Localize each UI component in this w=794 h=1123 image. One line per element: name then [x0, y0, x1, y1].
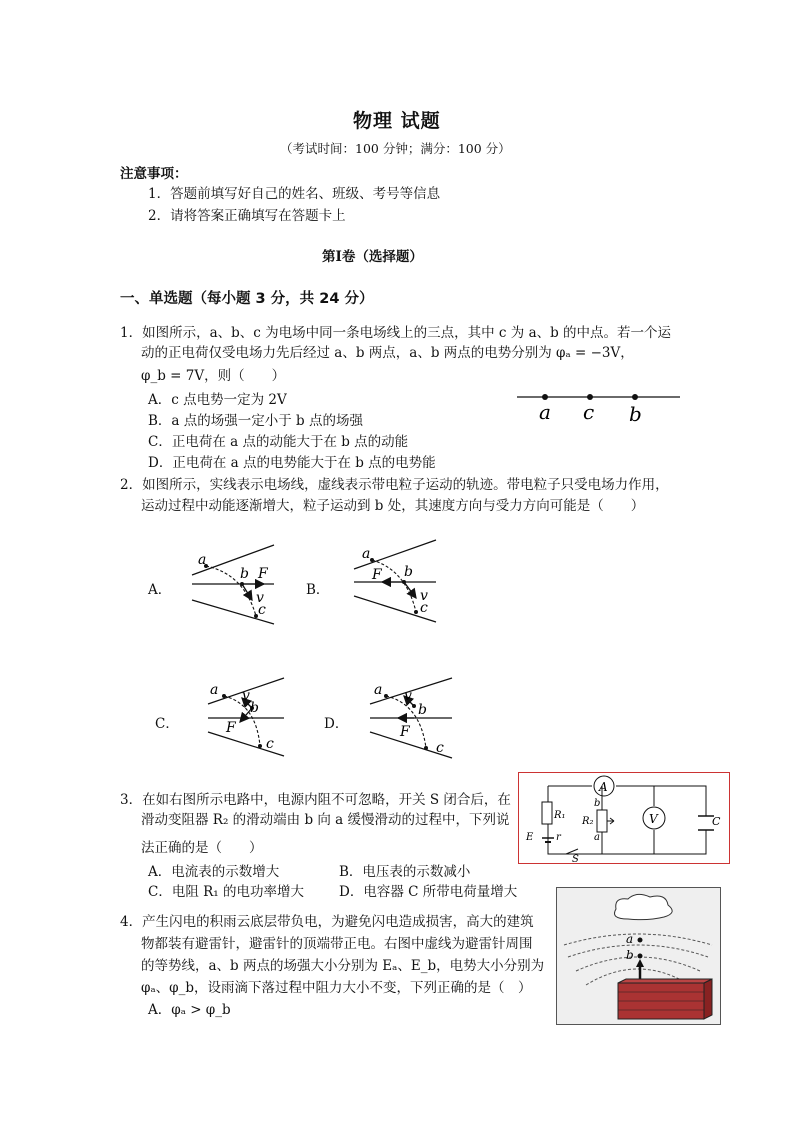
label-F: F — [258, 566, 268, 582]
label-b: b — [418, 702, 427, 718]
r1-label: R₁ — [554, 810, 566, 821]
notes-item: 2．请将答案正确填写在答题卡上 — [148, 208, 346, 224]
notes-heading: 注意事项： — [120, 166, 188, 182]
part-title: 第Ⅰ卷（选择题） — [322, 249, 423, 265]
r-label: r — [556, 832, 561, 843]
figure-c — [200, 674, 290, 764]
question-1-line: φ_b = 7V，则（ ） — [141, 368, 286, 384]
figure-b — [348, 536, 443, 628]
question-1-line: 1．如图所示，a、b、c 为电场中同一条电场线上的三点，其中 c 为 a、b 的中点。若一个运 — [120, 325, 672, 341]
question-1-option: C．正电荷在 a 点的动能大于在 b 点的动能 — [148, 434, 409, 450]
point-b-label: b — [626, 948, 634, 962]
label-v: v — [420, 588, 428, 604]
label-b: b — [404, 564, 413, 580]
figure-d — [364, 674, 459, 766]
option-b-label: B． — [306, 582, 330, 598]
exam-info: （考试时间：100 分钟；满分：100 分） — [280, 141, 511, 156]
voltmeter-label: V — [649, 812, 658, 826]
label-a: a — [210, 682, 219, 698]
question-4-line: 物都装有避雷针，避雷针的顶端带正电。右图中虚线为避雷针周围 — [141, 936, 533, 952]
question-1-option: B．a 点的场强一定小于 b 点的场强 — [148, 413, 363, 429]
r2-label: R₂ — [582, 816, 594, 827]
label-c: c — [258, 602, 266, 618]
point-a-label: a — [539, 400, 551, 424]
question-1-option: D．正电荷在 a 点的电势能大于在 b 点的电势能 — [148, 455, 436, 471]
question-1-option: A．c 点电势一定为 2V — [148, 392, 287, 408]
label-c: c — [266, 736, 274, 752]
question-3-line: 法正确的是（ ） — [141, 840, 263, 856]
label-a: a — [362, 546, 371, 562]
question-3-option: C．电阻 R₁ 的电功率增大 — [148, 884, 304, 900]
page-title: 物理 试题 — [353, 110, 441, 132]
question-3-line: 3．在如右图所示电路中，电源内阻不可忽略，开关 S 闭合后，在 — [120, 792, 511, 808]
a-label: a — [594, 832, 600, 843]
capacitor-label: C — [712, 815, 721, 828]
option-d-label: D． — [324, 716, 349, 732]
section-heading: 一、单选题（每小题 3 分，共 24 分） — [120, 291, 374, 307]
question-4-line: 4．产生闪电的积雨云底层带负电，为避免闪电造成损害，高大的建筑 — [120, 914, 534, 930]
question-4-line: φₐ、φ_b，设雨滴下落过程中阻力大小不变，下列正确的是（ ） — [141, 980, 532, 996]
question-4-option: A．φₐ > φ_b — [148, 1002, 231, 1018]
point-b-label: b — [629, 402, 642, 426]
question-3-option: A．电流表的示数增大 — [148, 864, 280, 880]
question-3-option: D．电容器 C 所带电荷量增大 — [339, 884, 518, 900]
label-a: a — [198, 552, 207, 568]
question-1-line: 动的正电荷仅受电场力先后经过 a、b 两点，a、b 两点的电势分别为 φₐ = −3V， — [141, 345, 634, 361]
switch-label: S — [572, 854, 579, 864]
label-F: F — [400, 724, 410, 740]
label-b: b — [250, 700, 259, 716]
label-F: F — [226, 720, 236, 736]
label-c: c — [436, 740, 444, 756]
question-2-line: 运动过程中动能逐渐增大，粒子运动到 b 处，其速度方向与受力方向可能是（ ） — [141, 498, 645, 514]
label-b: b — [240, 566, 249, 582]
label-v: v — [256, 590, 264, 606]
label-a: a — [374, 682, 383, 698]
b-label: b — [594, 798, 601, 809]
label-v: v — [404, 688, 412, 704]
label-c: c — [420, 600, 428, 616]
point-c-label: c — [583, 400, 595, 424]
notes-item: 1．答题前填写好自己的姓名、班级、考号等信息 — [148, 186, 441, 202]
point-a-label: a — [626, 932, 634, 946]
option-a-label: A． — [148, 582, 172, 598]
figure-a — [182, 540, 282, 630]
option-c-label: C． — [155, 716, 179, 732]
question-3-option: B．电压表的示数减小 — [339, 864, 471, 880]
question-2-line: 2．如图所示，实线表示电场线，虚线表示带电粒子运动的轨迹。带电粒子只受电场力作用， — [120, 477, 669, 493]
question-3-line: 滑动变阻器 R₂ 的滑动端由 b 向 a 缓慢滑动的过程中，下列说 — [141, 812, 510, 828]
lightning-rod-figure — [556, 887, 721, 1025]
emf-label: E — [526, 832, 534, 843]
question-4-line: 的等势线，a、b 两点的场强大小分别为 Eₐ、E_b，电势大小分别为 — [141, 958, 545, 974]
circuit-diagram — [518, 772, 730, 864]
question-1-figure — [510, 385, 690, 430]
label-v: v — [242, 688, 250, 704]
label-F: F — [372, 567, 382, 583]
ammeter-label: A — [599, 780, 608, 794]
